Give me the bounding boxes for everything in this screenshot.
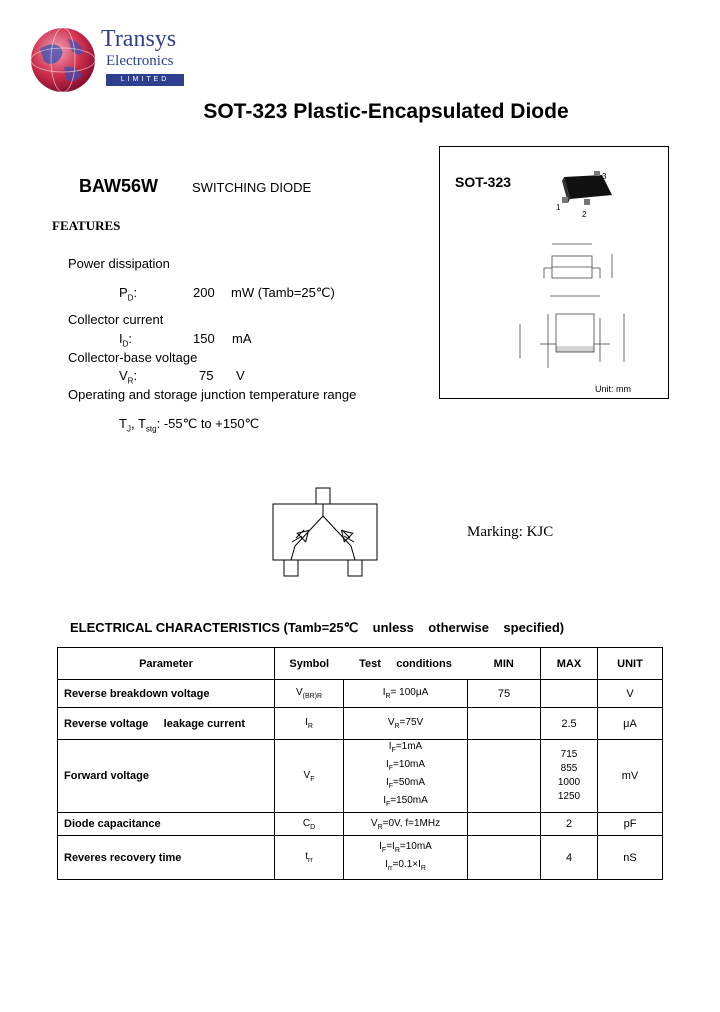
header-parameter: Parameter bbox=[58, 648, 275, 680]
table-row bbox=[58, 836, 663, 880]
param-cell: Diode capacitance bbox=[58, 813, 275, 836]
voltage-value: 75 bbox=[199, 368, 214, 383]
temp-range: $T_J$, $T_{stg}$: -55℃ to +150℃ bbox=[119, 416, 260, 434]
conditions-cell: $I_F=I_R=10mA$ $I_{rr}=0.1\times I_R$ bbox=[344, 836, 468, 880]
min-cell bbox=[468, 740, 541, 813]
voltage-label: Collector-base voltage bbox=[68, 350, 198, 365]
voltage-symbol: $V_R$: bbox=[119, 368, 138, 386]
features-heading: FEATURES bbox=[52, 218, 121, 233]
conditions-cell: $I_R= 100\mu A$ bbox=[344, 680, 468, 708]
header-max: MAX bbox=[541, 648, 598, 680]
min-cell bbox=[468, 708, 541, 740]
max-cell: 2.5 bbox=[541, 708, 598, 740]
power-unit: mW (Tamb=25℃) bbox=[231, 285, 335, 300]
brand-subtitle: Electronics bbox=[106, 53, 174, 69]
pin1-label: 1 bbox=[556, 203, 561, 212]
power-value: 200 bbox=[193, 285, 215, 300]
diode-schematic-icon bbox=[270, 486, 380, 578]
part-type: SWITCHING DIODE bbox=[192, 180, 312, 195]
voltage-unit: V bbox=[236, 368, 245, 383]
header-symbol: Symbol bbox=[275, 648, 344, 680]
unit-cell: nS bbox=[598, 836, 663, 880]
symbol-cell: $V_{(BR)R}$ bbox=[275, 680, 344, 708]
min-cell: 75 bbox=[468, 680, 541, 708]
header-min: MIN bbox=[468, 648, 541, 680]
param-cell: Forward voltage bbox=[58, 740, 275, 813]
current-symbol: $I_D$: bbox=[119, 331, 133, 349]
globe-logo-icon bbox=[30, 27, 96, 93]
min-cell bbox=[468, 836, 541, 880]
package-dimension-drawing bbox=[500, 236, 640, 376]
param-cell: Reverse breakdown voltage bbox=[58, 680, 275, 708]
brand-tag: LIMITED bbox=[106, 74, 184, 86]
conditions-cell: $V_R=75V$ bbox=[344, 708, 468, 740]
pin3-label: 3 bbox=[602, 172, 607, 181]
max-cell: 2 bbox=[541, 813, 598, 836]
page-title: SOT-323 Plastic-Encapsulated Diode bbox=[203, 100, 569, 123]
symbol-cell: $V_F$ bbox=[275, 740, 344, 813]
power-label: Power dissipation bbox=[68, 256, 170, 271]
table-header-row bbox=[58, 648, 663, 680]
table-row bbox=[58, 680, 663, 708]
unit-cell: mV bbox=[598, 740, 663, 813]
unit-cell: V bbox=[598, 680, 663, 708]
symbol-cell: $t_{rr}$ bbox=[275, 836, 344, 880]
package-name: SOT-323 bbox=[455, 174, 512, 190]
electrical-title: ELECTRICAL CHARACTERISTICS (Tamb=25℃ unless otherwise specified) bbox=[70, 620, 565, 635]
max-cell bbox=[541, 680, 598, 708]
sot323-package-icon bbox=[540, 165, 630, 225]
unit-cell: μA bbox=[598, 708, 663, 740]
pin2-label: 2 bbox=[582, 210, 587, 219]
min-cell bbox=[468, 813, 541, 836]
marking-text: Marking: KJC bbox=[467, 524, 554, 540]
header-unit: UNIT bbox=[598, 648, 663, 680]
table-row bbox=[58, 708, 663, 740]
table-row bbox=[58, 813, 663, 836]
brand-name: Transys bbox=[101, 26, 177, 52]
part-number: BAW56W bbox=[79, 176, 159, 196]
header-conditions: Test conditions bbox=[344, 648, 468, 680]
unit-cell: pF bbox=[598, 813, 663, 836]
conditions-cell: $V_R=0V$, f=1MHz bbox=[344, 813, 468, 836]
current-unit: mA bbox=[232, 331, 252, 346]
current-value: 150 bbox=[193, 331, 215, 346]
param-cell: Reveres recovery time bbox=[58, 836, 275, 880]
temp-label: Operating and storage junction temperature range bbox=[68, 387, 357, 402]
unit-label: Unit: mm bbox=[595, 384, 631, 394]
symbol-cell: $I_R$ bbox=[275, 708, 344, 740]
current-label: Collector current bbox=[68, 312, 164, 327]
power-symbol: $P_D$: bbox=[119, 285, 138, 303]
symbol-cell: $C_D$ bbox=[275, 813, 344, 836]
table-row bbox=[58, 740, 663, 813]
electrical-table bbox=[57, 647, 663, 880]
max-cell: 4 bbox=[541, 836, 598, 880]
param-cell: Reverse voltage leakage current bbox=[58, 708, 275, 740]
conditions-cell: $I_F=1mA$ $I_F=10mA$ $I_F=50mA$ $I_F=150mA$ bbox=[344, 740, 468, 813]
max-cell: 715 855 1000 1250 bbox=[541, 740, 598, 813]
